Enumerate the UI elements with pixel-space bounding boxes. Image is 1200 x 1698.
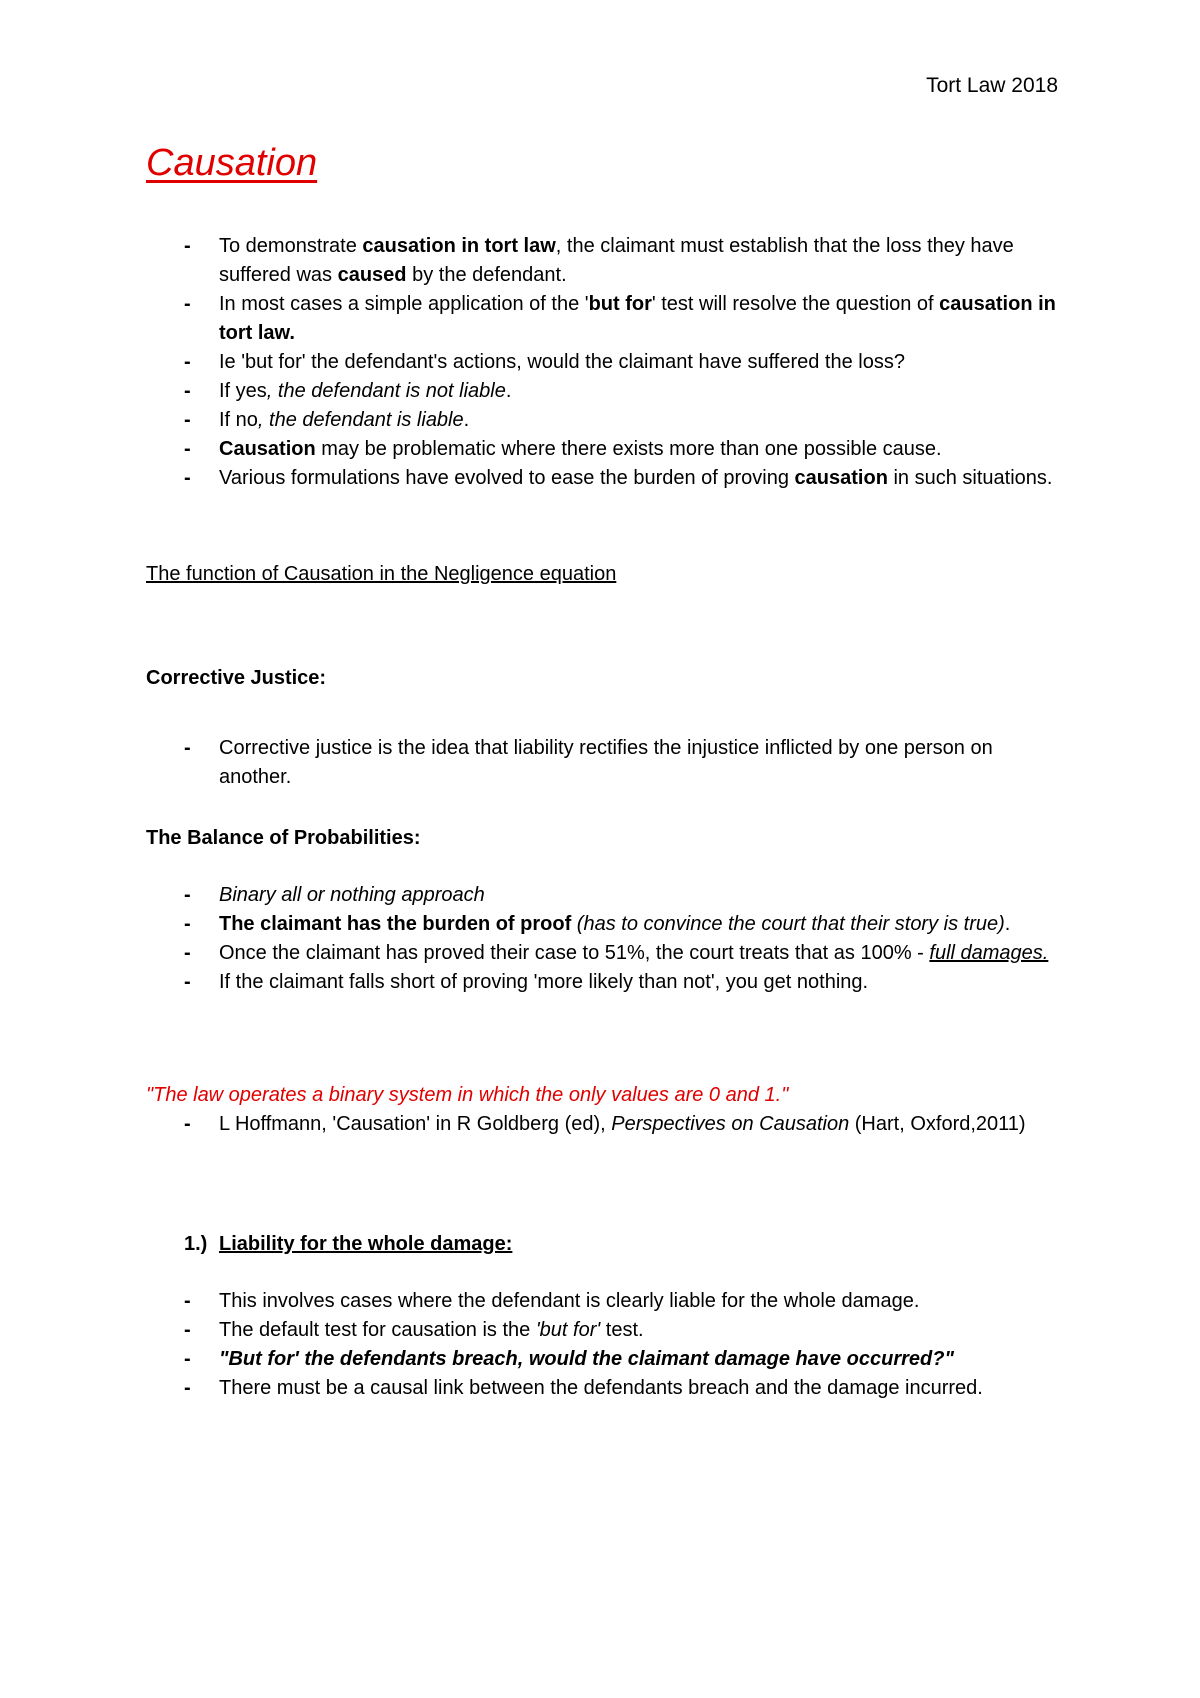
quote-citation: [146, 1110, 1066, 1139]
liability-section: [146, 1287, 1066, 1403]
list-item: - To demonstrate causation in tort law, the claimant must establish that the loss they have suffered was caused by the defendant.: [146, 232, 1066, 290]
hoffmann-quote: "The law operates a binary system in which the only values are 0 and 1.": [146, 1084, 789, 1106]
liability-heading: 1.) Liability for the whole damage:: [184, 1233, 513, 1255]
list-item: - Ie 'but for' the defendant's actions, would the claimant have suffered the loss?: [146, 348, 1066, 377]
intro-list: [146, 232, 1066, 493]
list-item: - If the claimant falls short of proving 'more likely than not', you get nothing.: [146, 968, 1066, 997]
list-item: - Various formulations have evolved to ease the burden of proving causation in such situations.: [146, 464, 1066, 493]
list-item: - In most cases a simple application of the 'but for' test will resolve the question of causation in tort law.: [146, 290, 1066, 348]
list-item: - Causation may be problematic where there exists more than one possible cause.: [146, 435, 1066, 464]
page-title: Causation: [146, 142, 318, 184]
intro-section: [146, 232, 1066, 493]
list-item: - Corrective justice is the idea that liability rectifies the injustice inflicted by one person on another.: [146, 734, 1066, 792]
list-item: - Once the claimant has proved their case to 51%, the court treats that as 100% - full damages.: [146, 939, 1066, 968]
list-item: - The default test for causation is the 'but for' test.: [146, 1316, 1066, 1345]
list-item: - This involves cases where the defendant is clearly liable for the whole damage.: [146, 1287, 1066, 1316]
list-item: - If yes, the defendant is not liable.: [146, 377, 1066, 406]
list-item: - Binary all or nothing approach: [146, 881, 1066, 910]
balance-section: [146, 881, 1066, 997]
list-item: - "But for' the defendants breach, would the claimant damage have occurred?": [146, 1345, 1066, 1374]
header-title: Tort Law 2018: [926, 74, 1058, 97]
list-item: - The claimant has the burden of proof (has to convince the court that their story is true).: [146, 910, 1066, 939]
list-item: - If no, the defendant is liable.: [146, 406, 1066, 435]
list-item: - There must be a causal link between the defendants breach and the damage incurred.: [146, 1374, 1066, 1403]
function-heading: The function of Causation in the Negligence equation: [146, 563, 617, 585]
corrective-heading: Corrective Justice:: [146, 667, 327, 689]
corrective-section: [146, 734, 1066, 792]
balance-heading: The Balance of Probabilities:: [146, 827, 421, 849]
list-item: - L Hoffmann, 'Causation' in R Goldberg (ed), Perspectives on Causation (Hart, Oxford,2011): [146, 1110, 1066, 1139]
